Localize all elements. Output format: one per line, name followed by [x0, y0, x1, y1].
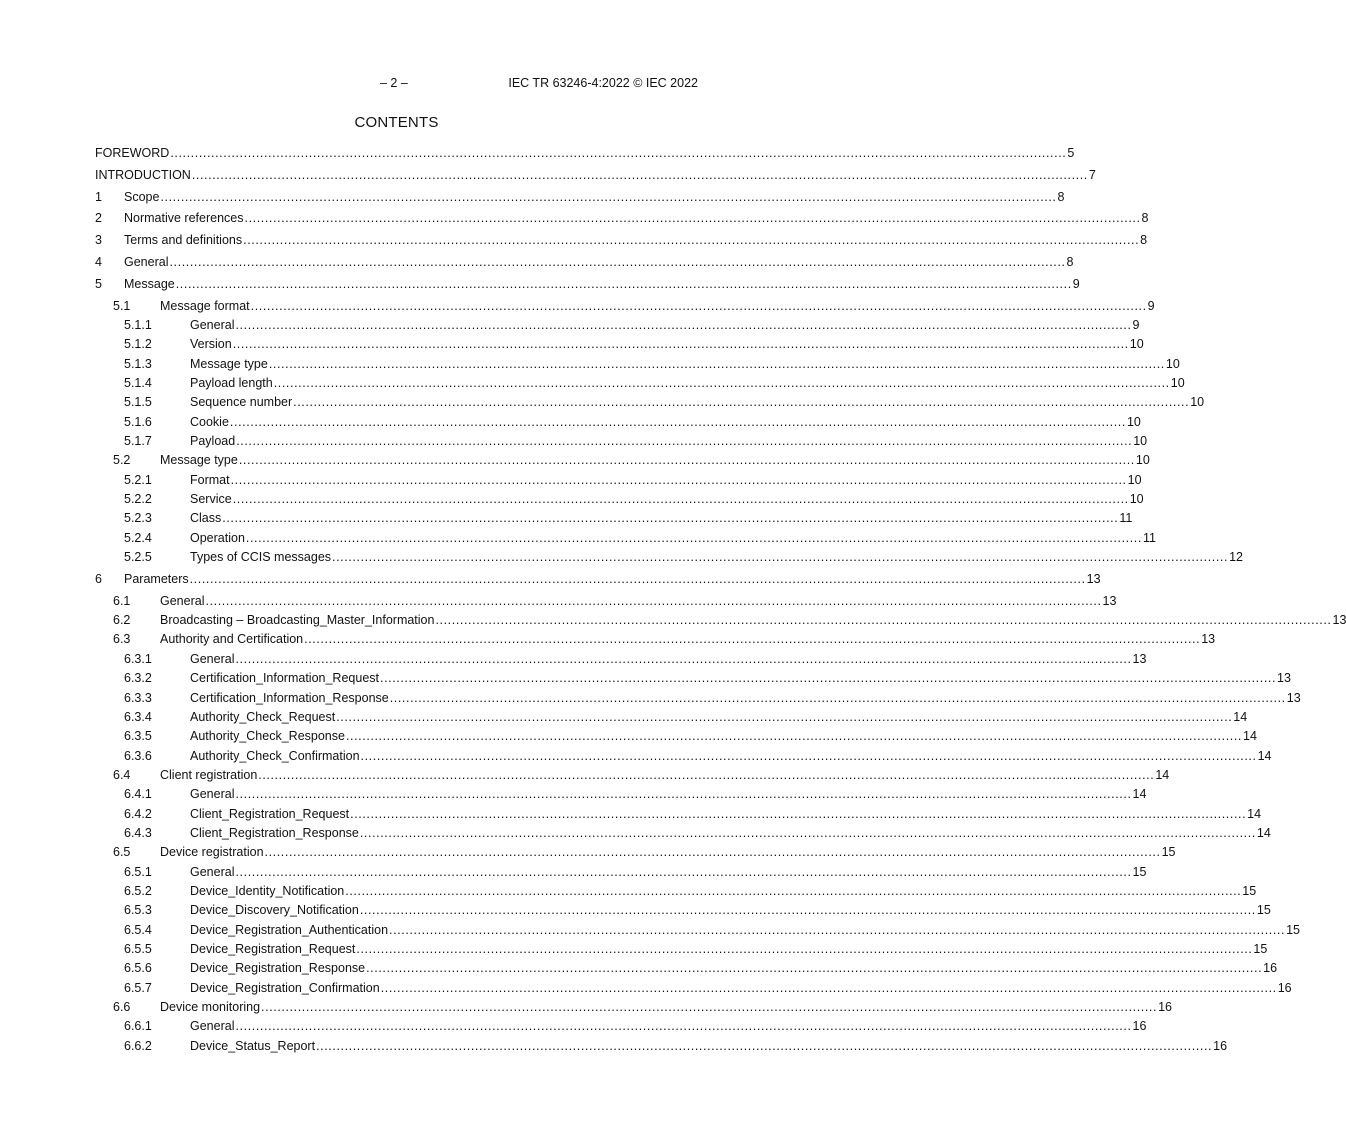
toc-page-number: 8 — [1140, 233, 1148, 248]
toc-entry[interactable] — [95, 472, 1142, 488]
dot-leader: ............................................................................................................................................................................................................................ — [380, 980, 1277, 995]
toc-entry[interactable] — [95, 631, 1216, 647]
toc-section-number: 5.1 — [113, 298, 131, 313]
toc-section-number: 6.5.2 — [124, 884, 152, 898]
toc-entry[interactable] — [95, 1018, 1147, 1034]
toc-section-number: 6.4.3 — [124, 825, 152, 840]
toc-entry-title: Version — [190, 337, 232, 352]
dot-leader: ............................................................................................................................................................................................................................ — [232, 337, 1129, 352]
toc-page-number: 16 — [1263, 961, 1278, 976]
dot-leader: ............................................................................................................................................................................................................................ — [244, 211, 1141, 226]
toc-page-number: 10 — [1133, 434, 1148, 449]
toc-entry[interactable] — [95, 883, 1257, 899]
toc-section-number: 6.6.2 — [124, 1038, 152, 1053]
toc-entry-title: Client_Registration_Response — [190, 825, 359, 840]
toc-entry-title: Service — [190, 492, 232, 507]
dot-leader: ............................................................................................................................................................................................................................ — [359, 825, 1256, 840]
toc-page-number: 10 — [1165, 356, 1180, 371]
toc-page-number: 16 — [1277, 980, 1292, 995]
toc-entry-title: Message — [124, 276, 175, 291]
dot-leader: ............................................................................................................................................................................................................................ — [336, 709, 1233, 724]
toc-entry[interactable] — [95, 298, 1155, 314]
dot-leader: ............................................................................................................................................................................................................................ — [261, 1000, 1158, 1015]
toc-page-number: 10 — [1127, 472, 1142, 487]
toc-section-number: 5.2.5 — [124, 550, 152, 565]
dot-leader: ............................................................................................................................................................................................................................ — [235, 651, 1132, 666]
toc-page-number: 12 — [1229, 550, 1243, 565]
toc-section-number: 5.1.3 — [124, 356, 152, 371]
toc-entry[interactable] — [95, 433, 1148, 449]
toc-section-number: 6.3.6 — [124, 748, 152, 763]
toc-page-number: 15 — [1253, 942, 1268, 957]
toc-page-number: 5 — [1067, 146, 1075, 160]
toc-entry-title: Client registration — [160, 767, 258, 782]
toc-section-number: 1 — [95, 189, 102, 204]
toc-section-number: 6.3.3 — [124, 690, 152, 705]
toc-section-number: 6.6 — [113, 1000, 131, 1015]
toc-entry-title: Authority_Check_Request — [190, 709, 336, 724]
dot-leader: ............................................................................................................................................................................................................................ — [345, 729, 1242, 744]
toc-page-number: 10 — [1135, 453, 1150, 468]
toc-entry-title: Authority_Check_Confirmation — [190, 748, 360, 763]
toc-entry[interactable] — [95, 999, 1172, 1015]
toc-page-number: 13 — [1277, 671, 1291, 686]
toc-section-number: 6 — [95, 571, 102, 586]
toc-entry[interactable] — [95, 786, 1147, 802]
dot-leader: ............................................................................................................................................................................................................................ — [389, 690, 1286, 705]
dot-leader: ............................................................................................................................................................................................................................ — [243, 233, 1140, 248]
toc-section-number: 6.3.2 — [124, 671, 152, 686]
toc-section-number: 6.5.1 — [124, 864, 152, 879]
dot-leader: ............................................................................................................................................................................................................................ — [191, 167, 1088, 182]
toc-entry[interactable] — [95, 1038, 1228, 1054]
dot-leader: ............................................................................................................................................................................................................................ — [232, 492, 1129, 507]
toc-entry[interactable] — [95, 960, 1278, 976]
dot-leader: ............................................................................................................................................................................................................................ — [222, 511, 1119, 526]
toc-page-number: 13 — [1132, 651, 1147, 666]
dot-leader: ............................................................................................................................................................................................................................ — [332, 550, 1229, 565]
dot-leader: ............................................................................................................................................................................................................................ — [235, 787, 1132, 802]
toc-section-number: 6.2 — [113, 613, 131, 628]
dot-leader: ............................................................................................................................................................................................................................ — [230, 472, 1127, 487]
toc-entry[interactable] — [95, 452, 1150, 468]
toc-page-number: 14 — [1243, 729, 1257, 744]
toc-entry[interactable] — [95, 748, 1272, 764]
toc-section-number: 5.1.7 — [124, 434, 152, 449]
toc-section-number: 5.1.5 — [124, 395, 152, 410]
toc-entry-title: Authority and Certification — [160, 632, 304, 647]
toc-section-number: 5.1.6 — [124, 414, 152, 429]
toc-entry-title: Class — [190, 511, 222, 526]
toc-page-number: 10 — [1126, 414, 1141, 429]
toc-page-number: 14 — [1256, 825, 1271, 840]
toc-entry-title: General — [190, 787, 235, 802]
toc-entry-title: Device_Discovery_Notification — [190, 903, 359, 918]
dot-leader: ............................................................................................................................................................................................................................ — [389, 922, 1286, 937]
toc-entry[interactable] — [95, 690, 1301, 706]
toc-entry-title: Device monitoring — [160, 1000, 261, 1015]
toc-section-number: 6.5.6 — [124, 961, 152, 976]
document-reference: IEC TR 63246-4:2022 © IEC 2022 — [508, 76, 698, 90]
dot-leader: ............................................................................................................................................................................................................................ — [235, 317, 1132, 332]
toc-entry-title: Message type — [160, 453, 238, 468]
toc-section-number: 6.3.1 — [124, 651, 152, 666]
toc-entry-title: Certification_Information_Request — [190, 671, 379, 686]
toc-page-number: 7 — [1088, 167, 1096, 182]
toc-entry-title: Device_Registration_Confirmation — [190, 980, 380, 995]
toc-section-number: 6.5.3 — [124, 903, 152, 918]
toc-entry[interactable] — [95, 356, 1180, 372]
toc-page-number: 10 — [1129, 337, 1144, 352]
toc-entry-title: INTRODUCTION — [95, 167, 191, 182]
dot-leader: ............................................................................................................................................................................................................................ — [435, 613, 1332, 628]
toc-page-number: 15 — [1256, 903, 1271, 918]
toc-entry[interactable] — [95, 902, 1271, 918]
toc-entry-title: Device_Registration_Request — [190, 942, 356, 957]
toc-section-number: 6.4.1 — [124, 787, 152, 802]
toc-section-number: 6.5.7 — [124, 980, 152, 995]
toc-section-number: 5 — [95, 276, 102, 291]
toc-entry-title: Device_Registration_Authentication — [190, 922, 389, 937]
toc-page-number: 14 — [1132, 787, 1147, 802]
toc-entry-title: Normative references — [124, 211, 244, 226]
dot-leader: ............................................................................................................................................................................................................................ — [304, 632, 1201, 647]
toc-section-number: 6.3.4 — [124, 709, 152, 724]
toc-entry[interactable] — [95, 941, 1268, 957]
toc-entry-title: Sequence number — [190, 395, 293, 410]
toc-section-number: 6.4 — [113, 767, 131, 782]
toc-page-number: 9 — [1147, 298, 1155, 313]
toc-page-number: 14 — [1233, 709, 1248, 724]
toc-entry[interactable] — [95, 922, 1300, 938]
toc-entry-title: Device_Status_Report — [190, 1038, 316, 1053]
toc-entry-title: Payload length — [190, 376, 273, 390]
toc-section-number: 5.1.4 — [124, 376, 152, 390]
toc-entry[interactable] — [95, 864, 1147, 880]
toc-page-number: 13 — [1286, 690, 1301, 705]
toc-section-number: 5.2.2 — [124, 492, 152, 507]
toc-page-number: 14 — [1247, 806, 1262, 821]
toc-section-number: 6.3.5 — [124, 729, 152, 744]
toc-section-number: 6.5.4 — [124, 922, 152, 937]
page-number: – 2 – — [380, 76, 408, 90]
toc-entry[interactable] — [95, 825, 1271, 841]
toc-page-number: 15 — [1286, 922, 1300, 937]
toc-entry-title: General — [190, 1019, 235, 1034]
toc-page-number: 9 — [1132, 317, 1140, 332]
toc-entry[interactable] — [95, 491, 1144, 507]
toc-page-number: 14 — [1155, 767, 1170, 782]
toc-page-number: 16 — [1158, 1000, 1172, 1015]
toc-page-number: 13 — [1086, 571, 1101, 586]
toc-section-number: 5.1.2 — [124, 337, 152, 352]
dot-leader: ............................................................................................................................................................................................................................ — [268, 356, 1165, 371]
toc-entry[interactable] — [95, 530, 1156, 546]
toc-entry[interactable] — [95, 375, 1185, 391]
toc-section-number: 5.1.1 — [124, 317, 152, 332]
toc-entry[interactable] — [95, 728, 1257, 744]
toc-section-number: 6.5 — [113, 845, 131, 860]
toc-page-number: 13 — [1102, 593, 1117, 608]
toc-entry-title: Payload — [190, 434, 236, 449]
toc-entry-title: FOREWORD — [95, 146, 170, 160]
toc-page-number: 8 — [1066, 255, 1074, 269]
dot-leader: ............................................................................................................................................................................................................................ — [235, 1019, 1132, 1034]
toc-entry[interactable] — [95, 510, 1133, 526]
toc-page-number: 8 — [1057, 189, 1065, 204]
toc-section-number: 5.2 — [113, 453, 131, 468]
toc-entry[interactable] — [95, 145, 1075, 161]
toc-entry[interactable] — [95, 336, 1144, 352]
toc-entry-title: Format — [190, 472, 230, 487]
dot-leader: ............................................................................................................................................................................................................................ — [293, 395, 1190, 410]
toc-section-number: 5.2.4 — [124, 530, 152, 545]
dot-leader: ............................................................................................................................................................................................................................ — [359, 903, 1256, 918]
dot-leader: ............................................................................................................................................................................................................................ — [356, 942, 1253, 957]
toc-entry[interactable] — [95, 276, 1080, 292]
page-title: CONTENTS — [354, 114, 439, 131]
toc-entry-title: Message format — [160, 298, 250, 313]
dot-leader: ............................................................................................................................................................................................................................ — [258, 767, 1155, 782]
toc-entry[interactable] — [95, 394, 1205, 410]
toc-page-number: 10 — [1190, 395, 1205, 410]
toc-entry[interactable] — [95, 980, 1292, 996]
toc-entry-title: Scope — [124, 189, 160, 204]
toc-entry[interactable] — [95, 254, 1074, 270]
toc-page-number: 9 — [1072, 276, 1080, 291]
toc-entry-title: Device_Identity_Notification — [190, 884, 345, 898]
toc-entry-title: General — [124, 255, 169, 269]
toc-entry[interactable] — [95, 844, 1176, 860]
dot-leader: ............................................................................................................................................................................................................................ — [350, 806, 1247, 821]
toc-entry[interactable] — [95, 189, 1065, 205]
toc-entry[interactable] — [95, 167, 1096, 183]
toc-page-number: 13 — [1332, 613, 1346, 628]
toc-section-number: 5.2.3 — [124, 511, 152, 526]
toc-entry-title: Terms and definitions — [124, 233, 243, 248]
toc-entry-title: General — [190, 651, 235, 666]
toc-section-number: 6.1 — [113, 593, 131, 608]
toc-page-number: 11 — [1142, 530, 1156, 545]
toc-section-number: 5.2.1 — [124, 472, 152, 487]
toc-entry-title: Certification_Information_Response — [190, 690, 389, 705]
dot-leader: ............................................................................................................................................................................................................................ — [366, 961, 1263, 976]
toc-page-number: 16 — [1213, 1038, 1228, 1053]
dot-leader: ............................................................................................................................................................................................................................ — [235, 864, 1132, 879]
toc-entry[interactable] — [95, 612, 1346, 628]
toc-entry-title: Client_Registration_Request — [190, 806, 350, 821]
toc-entry[interactable] — [95, 767, 1170, 783]
dot-leader: ............................................................................................................................................................................................................................ — [229, 414, 1126, 429]
toc-entry[interactable] — [95, 232, 1148, 248]
dot-leader: ............................................................................................................................................................................................................................ — [360, 748, 1257, 763]
toc-entry[interactable] — [95, 571, 1101, 587]
toc-entry[interactable] — [95, 210, 1149, 226]
toc-entry[interactable] — [95, 549, 1243, 565]
toc-entry-title: Authority_Check_Response — [190, 729, 345, 744]
toc-page-number: 10 — [1129, 492, 1144, 507]
toc-page-number: 15 — [1242, 884, 1257, 898]
dot-leader: ............................................................................................................................................................................................................................ — [205, 593, 1102, 608]
toc-entry-title: Operation — [190, 530, 245, 545]
toc-entry[interactable] — [95, 806, 1262, 822]
dot-leader: ............................................................................................................................................................................................................................ — [169, 255, 1066, 269]
dot-leader: ............................................................................................................................................................................................................................ — [175, 276, 1072, 291]
dot-leader: ............................................................................................................................................................................................................................ — [380, 671, 1277, 686]
toc-page-number: 16 — [1132, 1019, 1147, 1034]
toc-page-number: 13 — [1201, 632, 1216, 647]
toc-entry-title: Device_Registration_Response — [190, 961, 366, 976]
dot-leader: ............................................................................................................................................................................................................................ — [160, 189, 1057, 204]
dot-leader: ............................................................................................................................................................................................................................ — [264, 845, 1161, 860]
toc-entry[interactable] — [95, 670, 1291, 686]
dot-leader: ............................................................................................................................................................................................................................ — [238, 453, 1135, 468]
dot-leader: ............................................................................................................................................................................................................................ — [170, 146, 1067, 160]
toc-section-number: 2 — [95, 211, 102, 226]
toc-entry-title: Broadcasting – Broadcasting_Master_Information — [160, 613, 435, 628]
toc-section-number: 6.4.2 — [124, 806, 152, 821]
toc-section-number: 3 — [95, 233, 102, 248]
dot-leader: ............................................................................................................................................................................................................................ — [250, 298, 1147, 313]
toc-page-number: 11 — [1119, 511, 1133, 526]
toc-entry[interactable] — [95, 651, 1147, 667]
toc-section-number: 6.5.5 — [124, 942, 152, 957]
toc-section-number: 4 — [95, 255, 102, 269]
toc-entry-title: General — [190, 864, 235, 879]
toc-section-number: 6.6.1 — [124, 1019, 152, 1034]
dot-leader: ............................................................................................................................................................................................................................ — [345, 884, 1242, 898]
toc-entry-title: Device registration — [160, 845, 264, 860]
toc-entry-title: Types of CCIS messages — [190, 550, 332, 565]
dot-leader: ............................................................................................................................................................................................................................ — [273, 376, 1170, 390]
toc-entry[interactable] — [95, 709, 1248, 725]
toc-entry-title: Message type — [190, 356, 268, 371]
toc-entry[interactable] — [95, 414, 1141, 430]
dot-leader: ............................................................................................................................................................................................................................ — [316, 1038, 1213, 1053]
toc-page-number: 10 — [1170, 376, 1185, 390]
toc-section-number: 6.3 — [113, 632, 131, 647]
toc-entry-title: General — [190, 317, 235, 332]
toc-page-number: 8 — [1141, 211, 1149, 226]
toc-entry[interactable] — [95, 593, 1117, 609]
toc-page-number: 14 — [1257, 748, 1272, 763]
toc-page-number: 15 — [1132, 864, 1147, 879]
toc-page-number: 15 — [1161, 845, 1176, 860]
toc-entry[interactable] — [95, 317, 1140, 333]
toc-entry-title: Cookie — [190, 414, 229, 429]
toc-entry-title: General — [160, 593, 205, 608]
dot-leader: ............................................................................................................................................................................................................................ — [245, 530, 1142, 545]
toc-entry-title: Parameters — [124, 571, 189, 586]
page-header — [95, 76, 698, 92]
dot-leader: ............................................................................................................................................................................................................................ — [236, 434, 1133, 449]
dot-leader: ............................................................................................................................................................................................................................ — [189, 571, 1086, 586]
